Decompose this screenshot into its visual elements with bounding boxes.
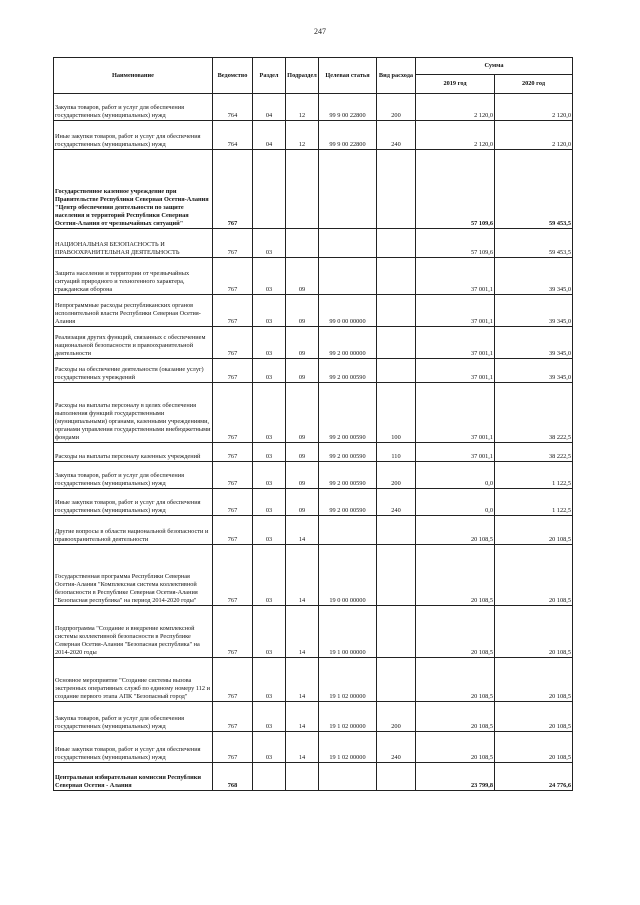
cell-dept: 767 <box>213 462 253 489</box>
cell-dept: 767 <box>213 229 253 258</box>
cell-subsection: 09 <box>286 359 319 383</box>
cell-dept: 767 <box>213 327 253 359</box>
table-row <box>54 121 573 150</box>
cell-target: 19 1 00 00000 <box>319 606 377 658</box>
header-expense: Вид расхода <box>377 58 416 94</box>
header-target: Целевая статья <box>319 58 377 94</box>
cell-dept: 767 <box>213 383 253 443</box>
cell-target: 99 9 00 22800 <box>319 121 377 150</box>
cell-subsection: 14 <box>286 545 319 606</box>
cell-sum-2019: 57 109,6 <box>416 229 495 258</box>
cell-name: Другие вопросы в области национальной безопасности и правоохранительной деятельности <box>54 516 213 545</box>
header-subsection: Подраздел <box>286 58 319 94</box>
cell-dept: 767 <box>213 443 253 462</box>
cell-section: 03 <box>253 732 286 763</box>
cell-dept: 768 <box>213 763 253 791</box>
cell-section: 03 <box>253 462 286 489</box>
cell-sum-2019: 20 108,5 <box>416 606 495 658</box>
cell-name: Расходы на обеспечение деятельности (оказание услуг) государственных учреждений <box>54 359 213 383</box>
cell-target: 99 2 00 00590 <box>319 383 377 443</box>
cell-target <box>319 150 377 229</box>
cell-sum-2019: 20 108,5 <box>416 545 495 606</box>
table-row <box>54 489 573 516</box>
cell-name: Закупка товаров, работ и услуг для обеспечения государственных (муниципальных) нужд <box>54 462 213 489</box>
cell-target <box>319 516 377 545</box>
header-sum: Сумма <box>416 58 573 75</box>
cell-expense: 200 <box>377 702 416 732</box>
cell-dept: 767 <box>213 658 253 702</box>
cell-expense: 200 <box>377 94 416 121</box>
cell-sum-2020: 2 120,0 <box>495 94 573 121</box>
table-row <box>54 383 573 443</box>
cell-sum-2019: 37 001,1 <box>416 383 495 443</box>
cell-subsection <box>286 150 319 229</box>
cell-dept: 764 <box>213 121 253 150</box>
cell-sum-2019: 57 109,6 <box>416 150 495 229</box>
cell-sum-2019: 20 108,5 <box>416 658 495 702</box>
cell-name: Расходы на выплаты персоналу казенных учреждений <box>54 443 213 462</box>
cell-expense: 240 <box>377 489 416 516</box>
cell-section <box>253 150 286 229</box>
cell-name: Подпрограмма "Создание и внедрение комплексной системы коллективной безопасности в Республике Северная Осетия-Алания "Безопасная республика" на 2014-2020 годы <box>54 606 213 658</box>
cell-sum-2020: 39 345,0 <box>495 327 573 359</box>
cell-section: 03 <box>253 443 286 462</box>
page-number: 247 <box>314 27 326 36</box>
cell-sum-2019: 2 120,0 <box>416 94 495 121</box>
cell-name: Основное мероприятие "Создание системы вызова экстренных оперативных служб по единому номеру 112 и создание первого этапа АПК "Безопасный город" <box>54 658 213 702</box>
cell-section: 03 <box>253 258 286 295</box>
cell-section <box>253 763 286 791</box>
table-row <box>54 732 573 763</box>
cell-sum-2020: 20 108,5 <box>495 658 573 702</box>
cell-subsection: 14 <box>286 732 319 763</box>
cell-expense <box>377 763 416 791</box>
cell-subsection: 09 <box>286 327 319 359</box>
header-dept: Ведомство <box>213 58 253 94</box>
cell-target: 99 2 00 00590 <box>319 443 377 462</box>
cell-name: Закупка товаров, работ и услуг для обеспечения государственных (муниципальных) нужд <box>54 94 213 121</box>
cell-expense: 200 <box>377 462 416 489</box>
cell-dept: 767 <box>213 295 253 327</box>
cell-expense <box>377 327 416 359</box>
cell-sum-2019: 23 799,8 <box>416 763 495 791</box>
cell-name: Непрограммные расходы республиканских органов исполнительной власти Республики Северная Осетия-Алания <box>54 295 213 327</box>
cell-expense <box>377 258 416 295</box>
cell-target <box>319 229 377 258</box>
cell-name: Иные закупки товаров, работ и услуг для обеспечения государственных (муниципальных) нужд <box>54 489 213 516</box>
header-section: Раздел <box>253 58 286 94</box>
cell-section: 03 <box>253 489 286 516</box>
cell-dept: 767 <box>213 150 253 229</box>
cell-subsection: 14 <box>286 658 319 702</box>
cell-sum-2020: 1 122,5 <box>495 462 573 489</box>
table-row <box>54 94 573 121</box>
cell-name: Иные закупки товаров, работ и услуг для обеспечения государственных (муниципальных) нужд <box>54 732 213 763</box>
cell-dept: 767 <box>213 359 253 383</box>
cell-subsection: 09 <box>286 383 319 443</box>
cell-expense <box>377 150 416 229</box>
cell-expense <box>377 545 416 606</box>
cell-sum-2019: 37 001,1 <box>416 258 495 295</box>
table-body <box>54 94 573 791</box>
cell-subsection <box>286 229 319 258</box>
cell-subsection: 09 <box>286 295 319 327</box>
cell-section: 03 <box>253 702 286 732</box>
cell-sum-2019: 0,0 <box>416 489 495 516</box>
cell-sum-2019: 37 001,1 <box>416 443 495 462</box>
cell-sum-2020: 38 222,5 <box>495 383 573 443</box>
cell-subsection: 14 <box>286 516 319 545</box>
cell-subsection: 09 <box>286 462 319 489</box>
cell-target: 19 1 02 00000 <box>319 658 377 702</box>
cell-target: 99 9 00 22800 <box>319 94 377 121</box>
cell-sum-2020: 38 222,5 <box>495 443 573 462</box>
cell-sum-2019: 2 120,0 <box>416 121 495 150</box>
cell-target: 99 2 00 00590 <box>319 359 377 383</box>
table-header <box>54 58 573 94</box>
table-row <box>54 229 573 258</box>
header-name: Наименование <box>54 58 213 94</box>
cell-sum-2020: 59 453,5 <box>495 229 573 258</box>
cell-sum-2020: 1 122,5 <box>495 489 573 516</box>
cell-target: 99 2 00 00000 <box>319 327 377 359</box>
cell-sum-2019: 0,0 <box>416 462 495 489</box>
table-row <box>54 702 573 732</box>
cell-section: 03 <box>253 229 286 258</box>
cell-dept: 767 <box>213 545 253 606</box>
cell-dept: 767 <box>213 516 253 545</box>
cell-section: 03 <box>253 383 286 443</box>
cell-subsection: 12 <box>286 121 319 150</box>
cell-target: 19 0 00 00000 <box>319 545 377 606</box>
cell-expense <box>377 658 416 702</box>
cell-subsection: 09 <box>286 489 319 516</box>
cell-sum-2020: 39 345,0 <box>495 258 573 295</box>
table-row <box>54 545 573 606</box>
cell-sum-2020: 20 108,5 <box>495 545 573 606</box>
cell-sum-2020: 20 108,5 <box>495 516 573 545</box>
cell-expense: 240 <box>377 121 416 150</box>
cell-expense <box>377 516 416 545</box>
cell-sum-2020: 39 345,0 <box>495 359 573 383</box>
cell-subsection: 12 <box>286 94 319 121</box>
cell-section: 03 <box>253 658 286 702</box>
table-row <box>54 295 573 327</box>
cell-section: 03 <box>253 516 286 545</box>
cell-subsection <box>286 763 319 791</box>
cell-name: Иные закупки товаров, работ и услуг для обеспечения государственных (муниципальных) нужд <box>54 121 213 150</box>
cell-subsection: 09 <box>286 443 319 462</box>
cell-name: Защита населения и территории от чрезвычайных ситуаций природного и техногенного характера, гражданская оборона <box>54 258 213 295</box>
cell-section: 04 <box>253 121 286 150</box>
cell-name: НАЦИОНАЛЬНАЯ БЕЗОПАСНОСТЬ И ПРАВООХРАНИТЕЛЬНАЯ ДЕЯТЕЛЬНОСТЬ <box>54 229 213 258</box>
cell-dept: 767 <box>213 606 253 658</box>
cell-sum-2019: 20 108,5 <box>416 516 495 545</box>
cell-target: 19 1 02 00000 <box>319 702 377 732</box>
table-row <box>54 606 573 658</box>
table-row <box>54 763 573 791</box>
cell-sum-2020: 20 108,5 <box>495 732 573 763</box>
cell-expense: 100 <box>377 383 416 443</box>
cell-sum-2020: 39 345,0 <box>495 295 573 327</box>
cell-sum-2019: 37 001,1 <box>416 327 495 359</box>
cell-sum-2020: 24 776,6 <box>495 763 573 791</box>
cell-section: 03 <box>253 359 286 383</box>
table-row <box>54 658 573 702</box>
cell-section: 04 <box>253 94 286 121</box>
cell-dept: 767 <box>213 489 253 516</box>
table-row <box>54 462 573 489</box>
cell-name: Закупка товаров, работ и услуг для обеспечения государственных (муниципальных) нужд <box>54 702 213 732</box>
cell-dept: 767 <box>213 732 253 763</box>
cell-target: 99 2 00 00590 <box>319 489 377 516</box>
cell-sum-2019: 20 108,5 <box>416 702 495 732</box>
cell-name: Центральная избирательная комиссия Республики Северная Осетия - Алания <box>54 763 213 791</box>
cell-subsection: 14 <box>286 702 319 732</box>
cell-sum-2020: 59 453,5 <box>495 150 573 229</box>
cell-target: 99 2 00 00590 <box>319 462 377 489</box>
cell-subsection: 14 <box>286 606 319 658</box>
cell-name: Реализация других функций, связанных с обеспечением национальной безопасности и правоохранительной деятельности <box>54 327 213 359</box>
table-row <box>54 359 573 383</box>
cell-target: 19 1 02 00000 <box>319 732 377 763</box>
table-row <box>54 443 573 462</box>
cell-target: 99 0 00 00000 <box>319 295 377 327</box>
header-year-2020: 2020 год <box>495 75 573 94</box>
cell-section: 03 <box>253 545 286 606</box>
cell-section: 03 <box>253 606 286 658</box>
cell-sum-2020: 20 108,5 <box>495 606 573 658</box>
cell-section: 03 <box>253 327 286 359</box>
cell-name: Расходы на выплаты персоналу в целях обеспечения выполнения функций государственными (муниципальными) органами, казенными учреждениями, органами управления государственными внебюджетными фондами <box>54 383 213 443</box>
cell-name: Государственная программа Республики Северная Осетия-Алания "Комплексная система коллективной безопасности в Республике Северная Осетия-Алания "Безопасная республика" на период 2014-2020 годы" <box>54 545 213 606</box>
table-row <box>54 327 573 359</box>
cell-sum-2019: 37 001,1 <box>416 295 495 327</box>
table-row <box>54 150 573 229</box>
cell-sum-2020: 20 108,5 <box>495 702 573 732</box>
cell-sum-2020: 2 120,0 <box>495 121 573 150</box>
cell-subsection: 09 <box>286 258 319 295</box>
cell-name: Государственное казенное учреждение при Правительстве Республики Северная Осетия-Алания "Центр обеспечения деятельности по защите населения и территорий Республики Северная Осетия-Алания от чрезвычайных ситуаций" <box>54 150 213 229</box>
cell-expense: 240 <box>377 732 416 763</box>
cell-expense <box>377 295 416 327</box>
cell-dept: 767 <box>213 702 253 732</box>
cell-expense <box>377 229 416 258</box>
cell-dept: 764 <box>213 94 253 121</box>
cell-sum-2019: 20 108,5 <box>416 732 495 763</box>
table-row <box>54 258 573 295</box>
budget-table <box>53 57 573 791</box>
cell-expense: 110 <box>377 443 416 462</box>
cell-dept: 767 <box>213 258 253 295</box>
cell-expense <box>377 606 416 658</box>
cell-target <box>319 763 377 791</box>
header-year-2019: 2019 год <box>416 75 495 94</box>
cell-expense <box>377 359 416 383</box>
cell-section: 03 <box>253 295 286 327</box>
cell-target <box>319 258 377 295</box>
table-row <box>54 516 573 545</box>
cell-sum-2019: 37 001,1 <box>416 359 495 383</box>
